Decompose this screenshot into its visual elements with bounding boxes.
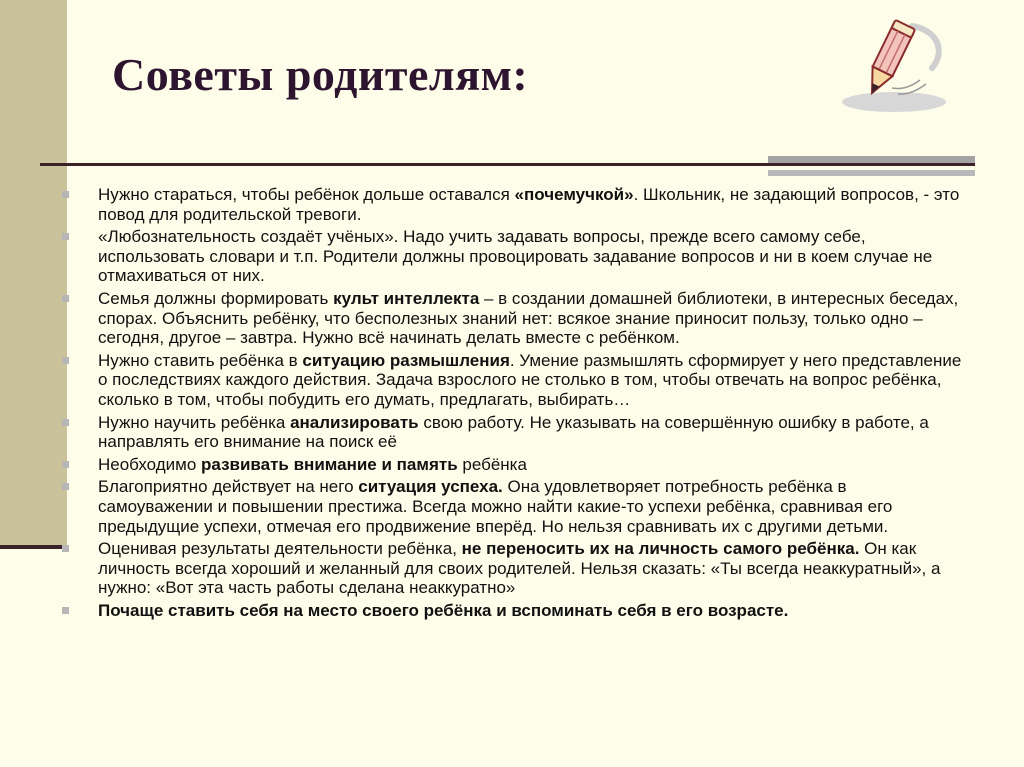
tip-emphasis: «почемучкой» [514, 185, 634, 204]
tip-text: ребёнка [457, 454, 527, 474]
tip-text: . Школьник, не задающий вопросов, - это повод для родительской тревоги. [98, 185, 960, 224]
header-divider [40, 163, 975, 166]
tip-item [62, 601, 962, 621]
tip-text: свою работу. Не указывать на совершённую ошибку в работе, а направлять его внимание на поиск её [98, 412, 929, 452]
tip-emphasis: не переносить их на личность самого ребёнка. [461, 539, 860, 559]
bullet-icon [62, 607, 69, 614]
bullet-icon [62, 545, 69, 552]
pencil-icon [826, 16, 948, 114]
tip-text: Необходимо [98, 454, 202, 474]
tip-item [62, 227, 962, 286]
tip-emphasis: ситуацию размышления [302, 350, 510, 370]
tip-text: Нужно стараться, чтобы ребёнок дольше оставался [98, 185, 515, 204]
tip-item [62, 455, 962, 475]
tip-emphasis: Почаще ставить себя на место своего ребёнка и вспоминать себя в его возрасте. [98, 600, 789, 620]
left-band-divider [0, 545, 67, 549]
bullet-icon [62, 295, 69, 302]
tip-text: Нужно ставить ребёнка в [98, 350, 303, 370]
tip-text: Семья должны формировать [98, 288, 334, 308]
tip-emphasis: культ интеллекта [333, 288, 480, 308]
header-accent-bar-lower [768, 170, 975, 176]
tip-item [62, 477, 962, 536]
tip-item [62, 289, 962, 348]
bullet-icon [62, 483, 69, 490]
tip-emphasis: анализировать [290, 412, 419, 432]
bullet-icon [62, 191, 69, 198]
tip-text: Нужно научить ребёнка [98, 412, 291, 432]
tip-text: Оценивая результаты деятельности ребёнка, [98, 539, 462, 559]
slide-title: Советы родителям: [112, 49, 529, 100]
left-decorative-band [0, 0, 67, 548]
tip-emphasis: ситуация успеха. [358, 477, 503, 497]
bullet-icon [62, 233, 69, 240]
tip-emphasis: развивать внимание и память [201, 454, 458, 474]
tip-text: – в создании домашней библиотеки, в интересных беседах, спорах. Объяснить ребёнку, что бесполезных знаний нет: всякое знание приносит пользу, только одно – сегодня, другое – завтра. Нужно всё начинать делать вместе с ребёнком. [98, 288, 959, 348]
bullet-icon [62, 357, 69, 364]
tip-item [62, 539, 962, 598]
tip-item [62, 351, 962, 410]
tip-text: «Любознательность создаёт учёных». Надо учить задавать вопросы, прежде всего самому себе, использовать словари и т.п. Родители должны провоцировать задавание вопросов и ни в коем случае не отмахиваться от них. [98, 227, 933, 286]
bullet-icon [62, 461, 69, 468]
tip-text: Он как личность всегда хороший и желанный для своих родителей. Нельзя сказать: «Ты всегда неаккуратный», а нужно: «Вот эта часть работы сделана неаккуратно» [98, 539, 941, 598]
tip-text: Благоприятно действует на него [98, 477, 359, 497]
tip-item [62, 185, 962, 224]
tip-text: Она удовлетворяет потребность ребёнка в самоуважении и повышении престижа. Всегда можно найти какие-то успехи ребёнка, сравнивая его предыдущие успехи, отмечая его продвижение вперёд. Но нельзя сравнивать их с другими детьми. [98, 477, 893, 536]
tip-item [62, 413, 962, 452]
tip-text: . Умение размышлять сформирует у него представление о последствиях каждого действия. Задача взрослого не столько в том, чтобы отвечать на вопрос ребёнка, сколько в том, чтобы побудить его думать, предлагать, выбирать… [98, 350, 962, 409]
bullet-icon [62, 419, 69, 426]
tips-list [62, 185, 962, 623]
